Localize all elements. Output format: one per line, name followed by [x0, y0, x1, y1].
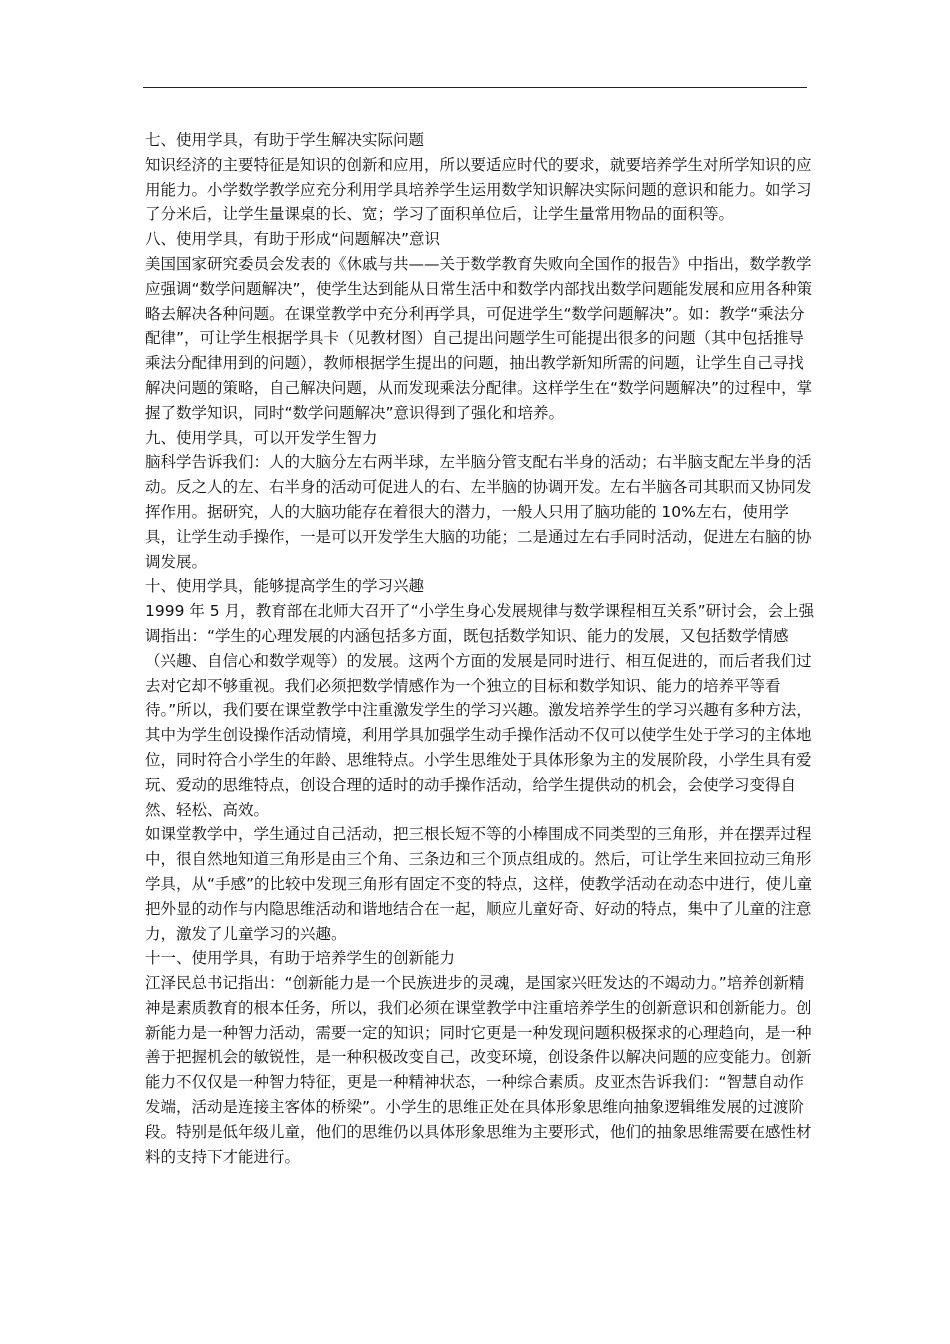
- section-heading: 十、使用学具，能够提高学生的学习兴趣: [145, 577, 425, 596]
- document-body: [145, 128, 815, 1169]
- body-paragraph: 1999 年 5 月，教育部在北师大召开了“小学生身心发展规律与数学课程相互关系”研讨会，会上强调指出：“学生的心理发展的内涵包括多方面，既包括数学知识、能力的发展，又包括数学情感（兴趣、自信心和数学观等）的发展。这两个方面的发展是同时进行、相互促进的，而后者我们过去对它却不够重视。我们必须把数学情感作为一个独立的目标和数学知识、能力的培养平等看待。”所以，我们要在课堂教学中注重激发学生的学习兴趣。激发培养学生的学习兴趣有多种方法，其中为学生创设操作活动情境，利用学具加强学生动手操作活动不仅可以使学生处于学习的主体地位，同时符合小学生的年龄、思维特点。小学生思维处于具体形象为主的发展阶段，小学生具有爱玩、爱动的思维特点，创设合理的适时的动手操作活动，给学生提供动的机会，会使学习变得自然、轻松、高效。: [145, 602, 815, 819]
- body-paragraph: 美国国家研究委员会发表的《休戚与共——关于数学教育失败向全国作的报告》中指出，数学教学应强调“数学问题解决”，使学生达到能从日常生活中和数学内部找出数学问题能发展和应用各种策略去解决各种问题。在课堂教学中充分利再学具，可促进学生“数学问题解决”。如：教学“乘法分配律”，可让学生根据学具卡（见教材图）自己提出问题学生可能提出很多的问题（其中包括推导乘法分配律用到的问题），教师根据学生提出的问题，抽出教学新知所需的问题，让学生自己寻找解决问题的策略，自己解决问题，从而发现乘法分配律。这样学生在“数学问题解决”的过程中，掌握了数学知识，同时“数学问题解决”意识得到了强化和培养。: [145, 254, 813, 422]
- body-paragraph: 知识经济的主要特征是知识的创新和应用，所以要适应时代的要求，就要培养学生对所学知识的应用能力。小学数学教学应充分利用学具培养学生运用数学知识解决实际问题的意识和能力。如学习了分米后，让学生量课桌的长、宽；学习了面积单位后，让学生量常用物品的面积等。: [145, 155, 812, 224]
- section-heading: 八、使用学具，有助于形成“问题解决”意识: [145, 230, 441, 249]
- section-heading: 七、使用学具，有助于学生解决实际问题: [145, 131, 425, 149]
- section-heading: 九、使用学具，可以开发学生智力: [145, 428, 378, 447]
- header-rule: [143, 87, 807, 88]
- section-heading: 十一、使用学具，有助于培养学生的创新能力: [145, 949, 456, 968]
- body-paragraph: 如课堂教学中，学生通过自己活动，把三根长短不等的小棒围成不同类型的三角形，并在摆弄过程中，很自然地知道三角形是由三个角、三条边和三个顶点组成的。然后，可让学生来回拉动三角形学具，从“手感”的比较中发现三角形有固定不变的特点，这样，使教学活动在动态中进行，使儿童把外显的动作与内隐思维活动和谐地结合在一起，顺应儿童好奇、好动的特点，集中了儿童的注意力，激发了儿童学习的兴趣。: [145, 825, 813, 943]
- body-paragraph: 江泽民总书记指出：“创新能力是一个民族进步的灵魂，是国家兴旺发达的不竭动力。”培养创新精神是素质教育的根本任务，所以，我们必须在课堂教学中注重培养学生的创新意识和创新能力。创新能力是一种智力活动，需要一定的知识；同时它更是一种发现问题积极探求的心理趋向，是一种善于把握机会的敏锐性，是一种积极改变自己，改变环境，创设条件以解决问题的应变能力。创新能力不仅仅是一种智力特征，更是一种精神状态，一种综合素质。皮亚杰告诉我们：“智慧自动作发端，活动是连接主客体的桥梁”。小学生的思维正处在具体形象思维向抽象逻辑维发展的过渡阶段。特别是低年级儿童，他们的思维仍以具体形象思维为主要形式，他们的抽象思维需要在感性材料的支持下才能进行。: [145, 974, 812, 1166]
- body-paragraph: 脑科学告诉我们：人的大脑分左右两半球，左半脑分管支配右半身的活动；右半脑支配左半身的活动。反之人的左、右半身的活动可促进人的右、左半脑的协调开发。左右半脑各司其职而又协同发挥作用。据研究，人的大脑功能存在着很大的潜力，一般人只用了脑功能的 10%左右，使用学具，让学生动手操作，一是可以开发学生大脑的功能；二是通过左右手同时活动，促进左右脑的协调发展。: [145, 453, 812, 571]
